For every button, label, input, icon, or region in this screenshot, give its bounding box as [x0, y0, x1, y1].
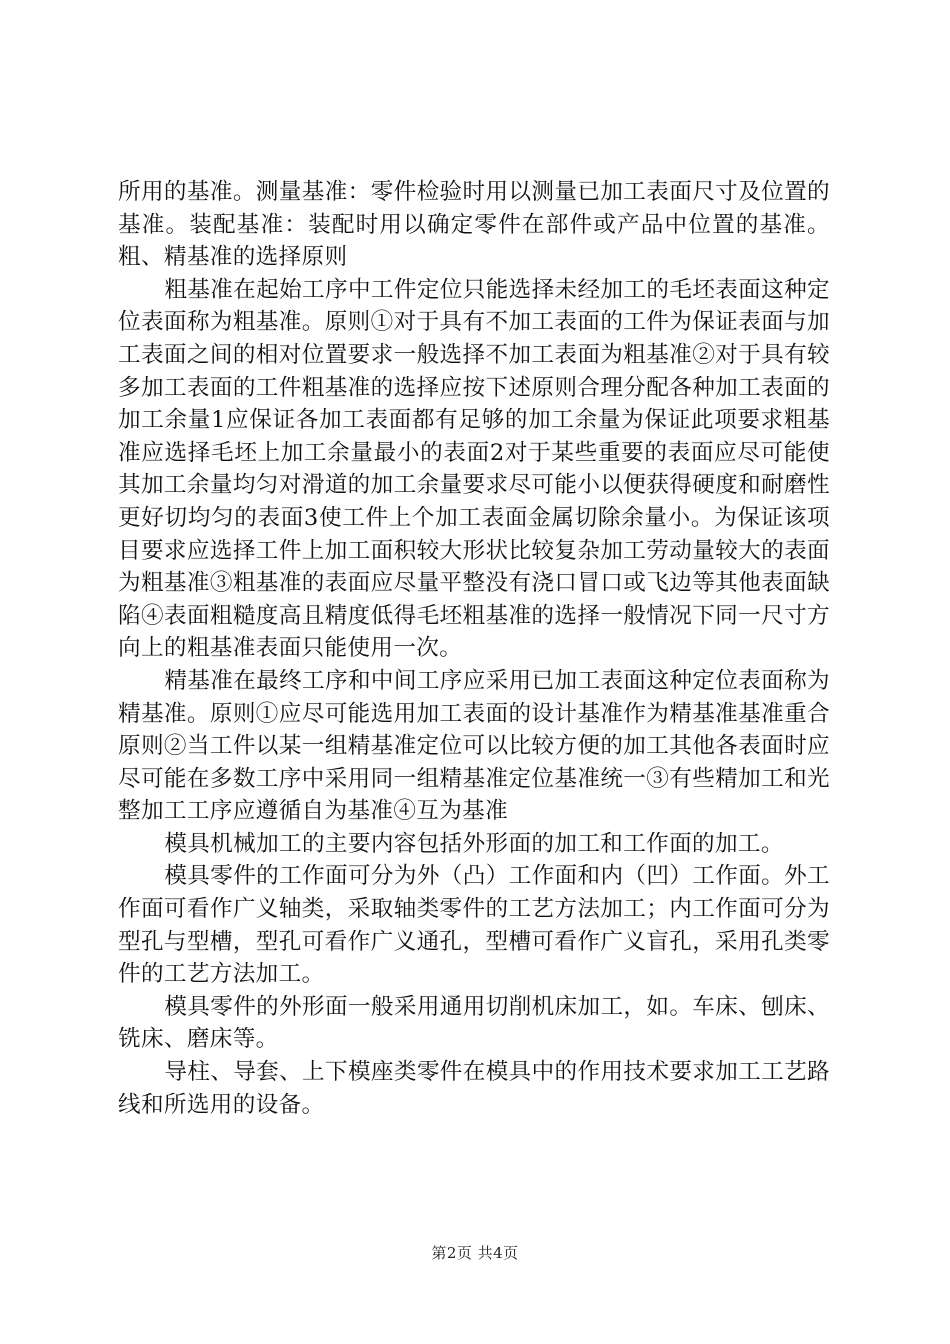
paragraph-machining-content: 模具机械加工的主要内容包括外形面的加工和工作面的加工。 [164, 830, 784, 857]
paragraph-outer-surface: 模具零件的外形面一般采用通用切削机床加工，如。车床、刨床、铣床、磨床等。 [118, 993, 830, 1053]
paragraph-working-surface: 模具零件的工作面可分为外（凸）工作面和内（凹）工作面。外工作面可看作广义轴类，采取轴类零件的工艺方法加工；内工作面可分为型孔与型槽，型孔可看作广义通孔，型槽可看作广义盲孔，采用孔类零件的工艺方法加工。 [118, 863, 830, 988]
page-number-footer: 第2页 共4页 [431, 1244, 519, 1262]
paragraph-rough-datum: 粗基准在起始工序中工件定位只能选择未经加工的毛坯表面这种定位表面称为粗基准。原则①对于具有不加工表面的工件为保证表面与加工表面之间的相对位置要求一般选择不加工表面为粗基准②对于具有较多加工表面的工件粗基准的选择应按下述原则合理分配各种加工表面的加工余量1应保证各加工表面都有足够的加工余量为保证此项要求粗基准应选择毛坯上加工余量最小的表面2对于某些重要的表面应尽可能使其加工余量均匀对滑道的加工余量要求尽可能小以便获得硬度和耐磨性更好切均匀的表面3使工件上个加工表面金属切除余量小。为保证该项目要求应选择工件上加工面积较大形状比较复杂加工劳动量较大的表面为粗基准③粗基准的表面应尽量平整没有浇口冒口或飞边等其他表面缺陷④表面粗糙度高且精度低得毛坯粗基准的选择一般情况下同一尺寸方向上的粗基准表面只能使用一次。 [118, 276, 830, 662]
paragraph-fine-datum: 精基准在最终工序和中间工序应采用已加工表面这种定位表面称为精基准。原则①应尽可能选用加工表面的设计基准作为精基准基准重合原则②当工件以某一组精基准定位可以比较方便的加工其他各表面时应尽可能在多数工序中采用同一组精基准定位基准统一③有些精加工和光整加工工序应遵循自为基准④互为基准 [118, 667, 830, 825]
paragraph-guide-parts: 导柱、导套、上下模座类零件在模具中的作用技术要求加工工艺路线和所选用的设备。 [118, 1059, 830, 1118]
document-body [118, 176, 830, 1121]
paragraph-datum-definitions: 所用的基准。测量基准：零件检验时用以测量已加工表面尺寸及位置的基准。装配基准：装配时用以确定零件在部件或产品中位置的基准。粗、精基准的选择原则 [118, 179, 830, 271]
